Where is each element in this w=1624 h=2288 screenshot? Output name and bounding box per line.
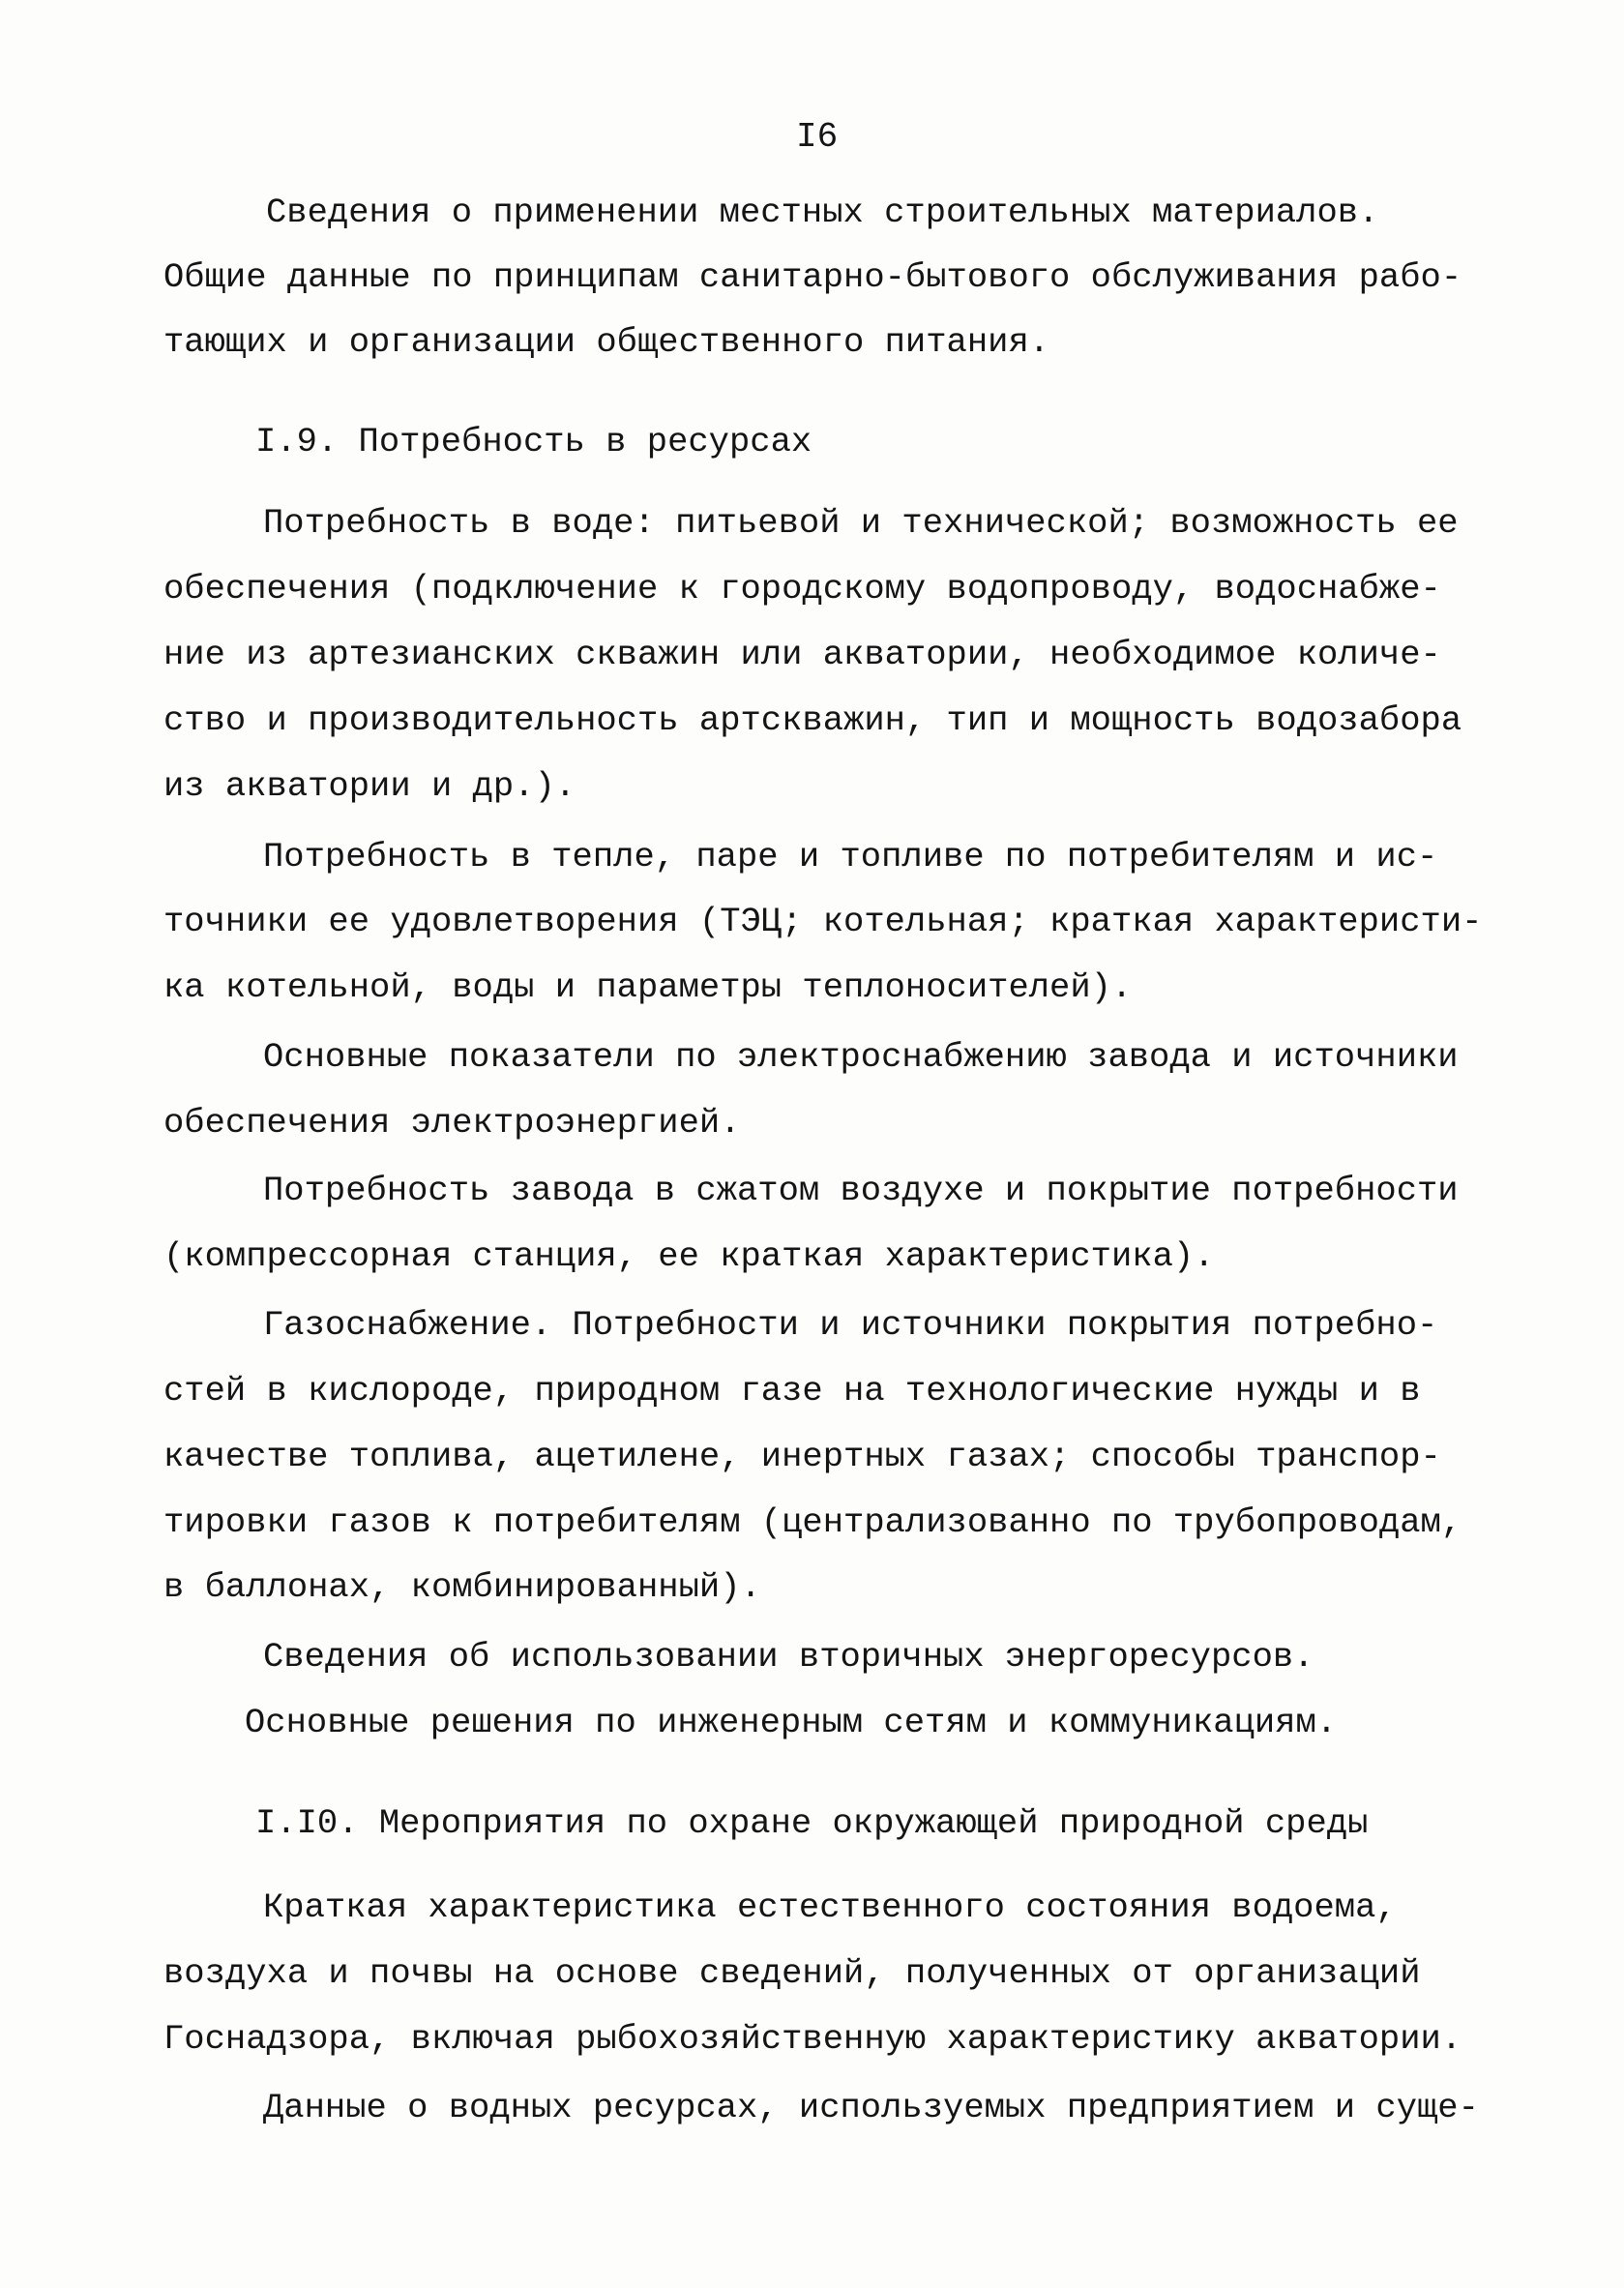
section-heading-1-10: I.I0. Мероприятия по охране окружающей природной среды [255,1803,1369,1843]
paragraph-water-line-2: обеспечения (подключение к городскому водопроводу, водоснабже- [163,569,1441,609]
paragraph-water-resources-line-1: Данные о водных ресурсах, используемых предприятием и суще- [263,2088,1479,2127]
paragraph-heat-line-1: Потребность в тепле, паре и топливе по потребителям и ис- [263,837,1438,877]
paragraph-water-line-4: ство и производительность артскважин, тип и мощность водозабора [163,700,1462,740]
paragraph-water-line-5: из акватории и др.). [163,766,576,806]
paragraph-engineering-networks: Основные решения по инженерным сетям и коммуникациям. [245,1703,1338,1742]
paragraph-gas-line-1: Газоснабжение. Потребности и источники покрытия потребно- [263,1305,1438,1345]
paragraph-air-line-2: (компрессорная станция, ее краткая характеристика). [163,1236,1215,1276]
paragraph-materials-line-1: Сведения о применении местных строительных материалов. [266,193,1379,232]
paragraph-water-line-3: ние из артезианских скважин или акватории, необходимое количе- [163,635,1441,674]
paragraph-heat-line-3: ка котельной, воды и параметры теплоносителей). [163,967,1133,1007]
paragraph-environment-line-2: воздуха и почвы на основе сведений, полученных от организаций [163,1953,1421,1993]
paragraph-services-line-2: тающих и организации общественного питания. [163,322,1050,362]
paragraph-gas-line-3: качестве топлива, ацетилене, инертных газах; способы транспор- [163,1437,1441,1476]
paragraph-services-line-1: Общие данные по принципам санитарно-бытового обслуживания рабо- [163,257,1462,297]
paragraph-heat-line-2: точники ее удовлетворения (ТЭЦ; котельная; краткая характеристи- [163,902,1483,941]
paragraph-environment-line-3: Госнадзора, включая рыбохозяйственную характеристику акватории. [163,2019,1462,2059]
paragraph-power-line-2: обеспечения электроэнергией. [163,1103,741,1143]
section-heading-1-9: I.9. Потребность в ресурсах [255,422,812,461]
paragraph-power-line-1: Основные показатели по электроснабжению завода и источники [263,1037,1459,1077]
paragraph-secondary-energy: Сведения об использовании вторичных энергоресурсов. [263,1637,1314,1677]
paragraph-gas-line-2: стей в кислороде, природном газе на технологические нужды и в [163,1371,1421,1411]
paragraph-gas-line-5: в баллонах, комбинированный). [163,1567,761,1607]
page-number: I6 [796,117,839,157]
paragraph-water-line-1: Потребность в воде: питьевой и технической; возможность ее [263,503,1459,543]
paragraph-environment-line-1: Краткая характеристика естественного состояния водоема, [263,1887,1397,1927]
paragraph-gas-line-4: тировки газов к потребителям (централизованно по трубопроводам, [163,1502,1462,1542]
paragraph-air-line-1: Потребность завода в сжатом воздухе и покрытие потребности [263,1171,1459,1210]
